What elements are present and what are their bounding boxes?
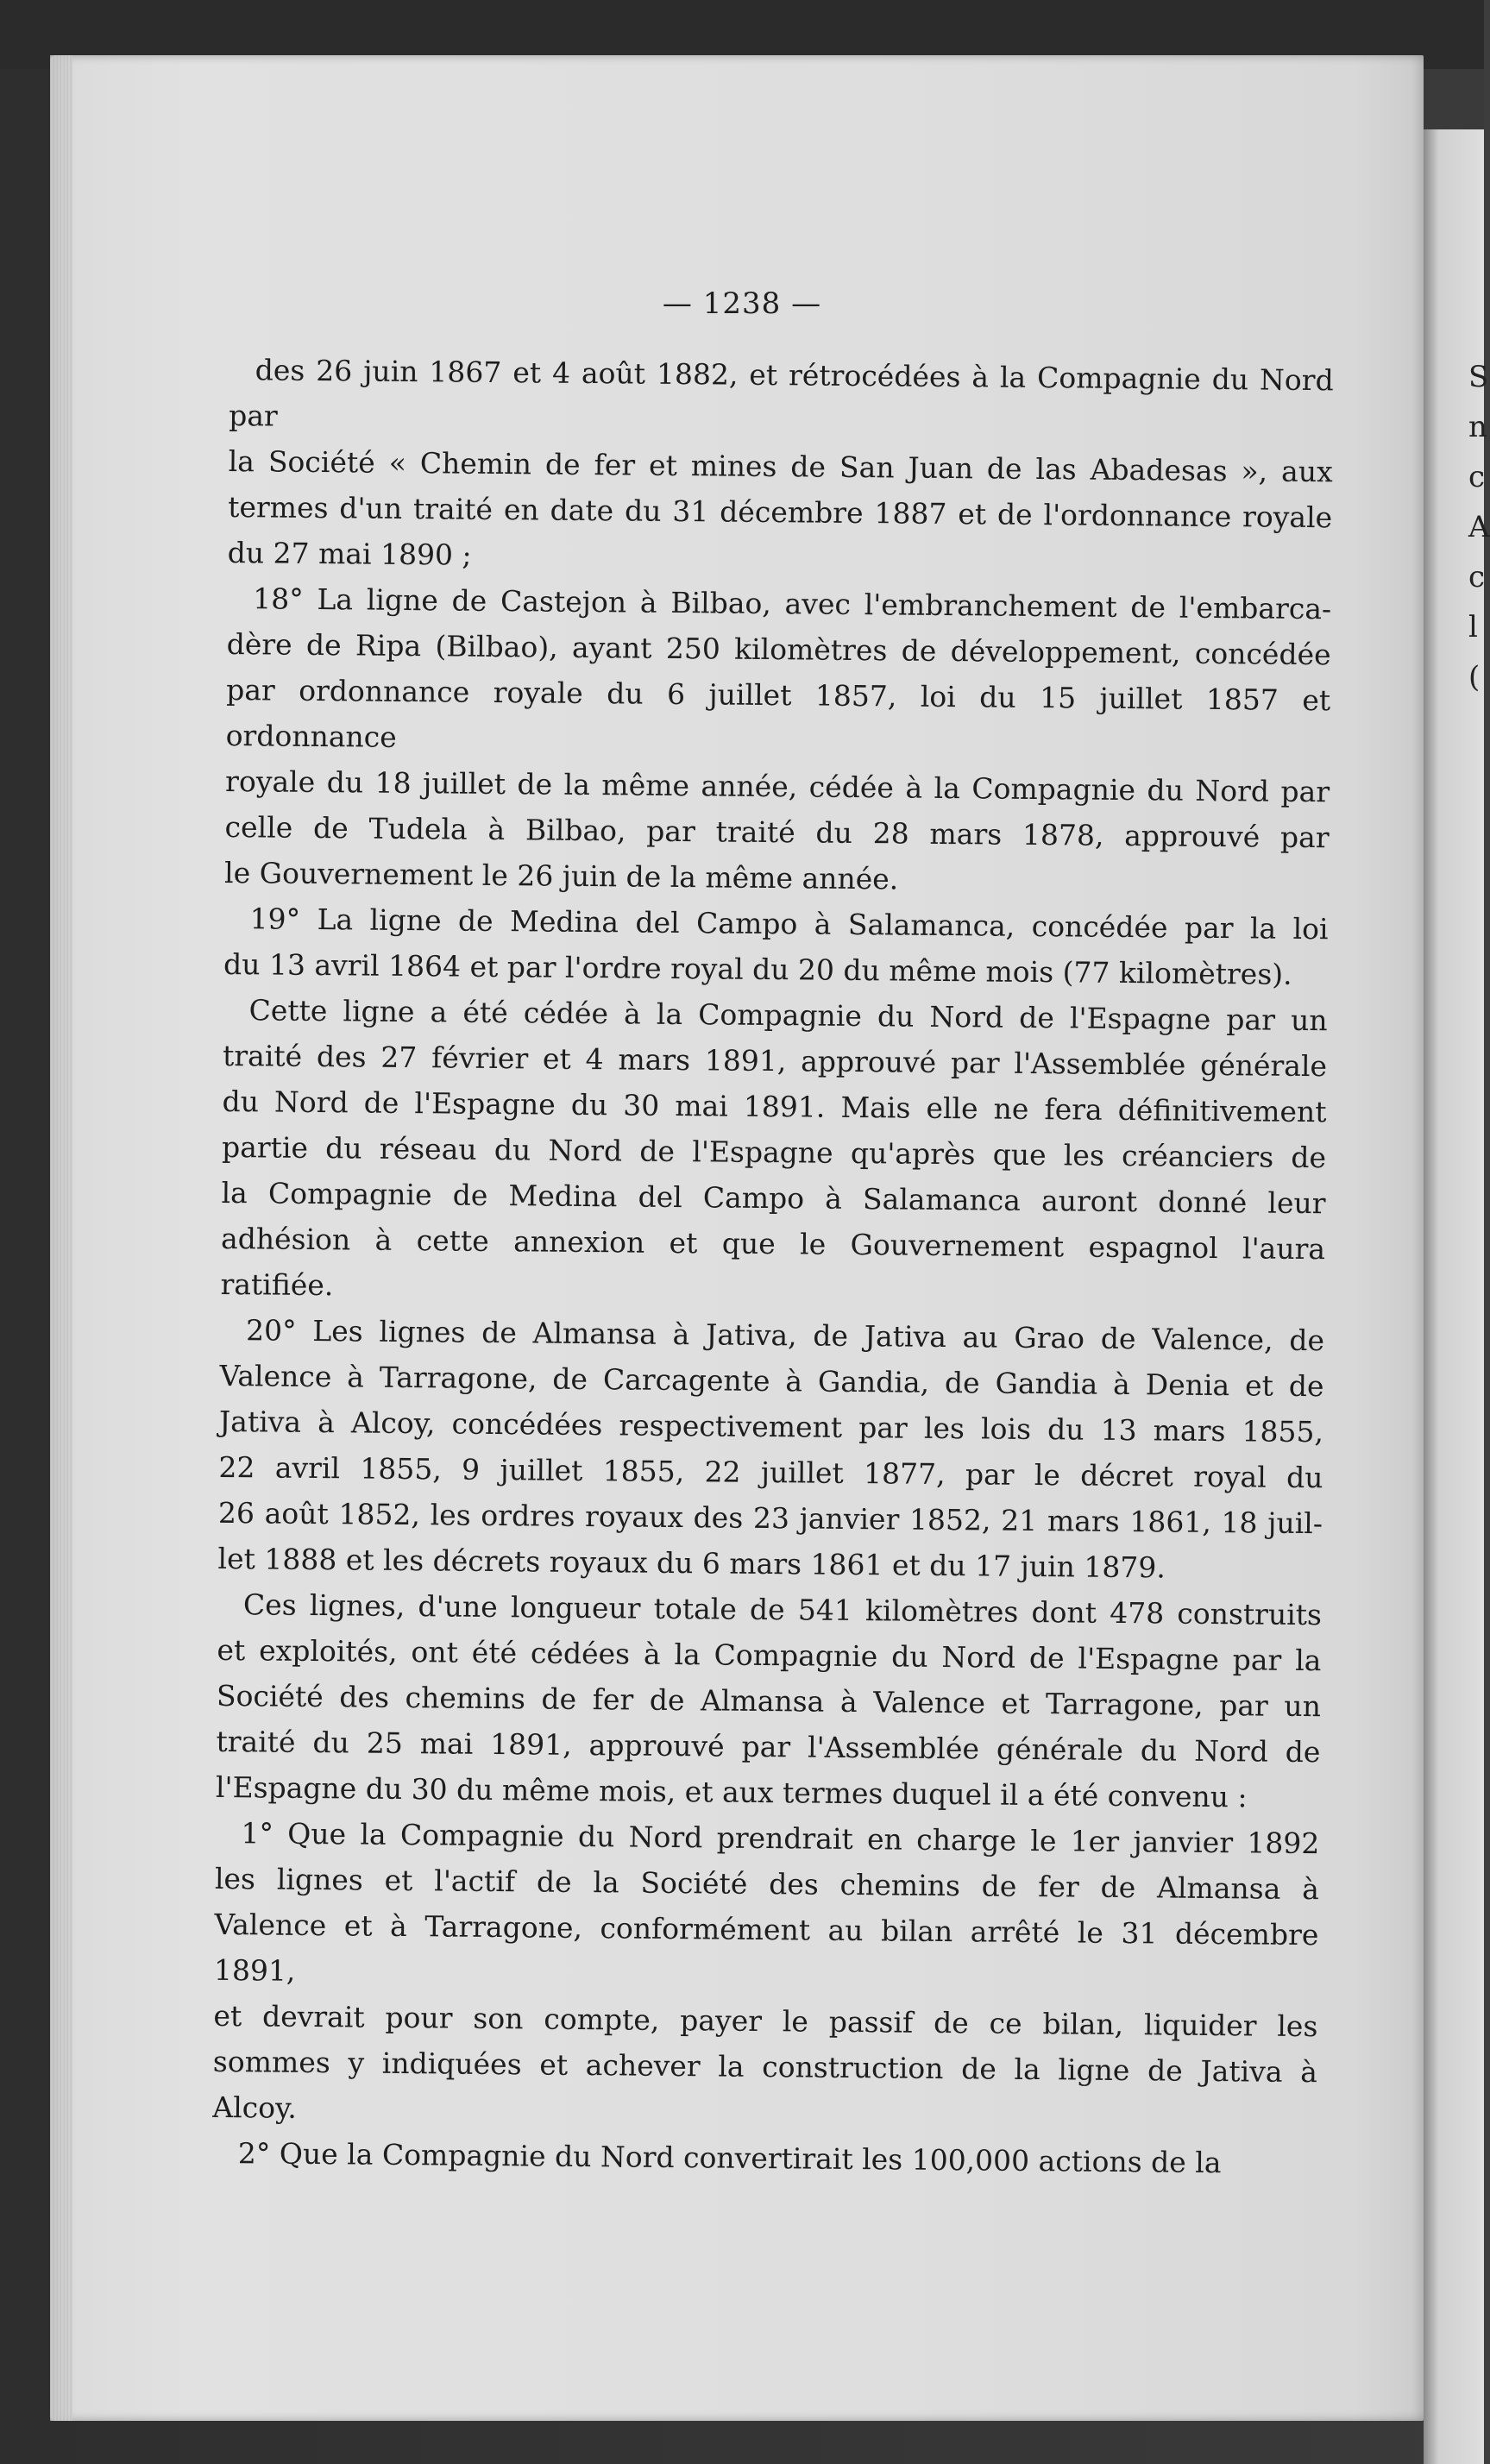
text-line: let 1888 et les décrets royaux du 6 mars 1861 et du 17 juin 1879. bbox=[217, 1541, 1166, 1585]
text-line: partie du réseau du Nord de l'Espagne qu'après que les créanciers de bbox=[221, 1129, 1327, 1175]
text-line: 26 août 1852, les ordres royaux des 23 janvier 1852, 21 mars 1861, 18 juil- bbox=[217, 1495, 1323, 1541]
page-stack-edges bbox=[50, 55, 72, 2421]
adjacent-page-letter: l bbox=[1468, 610, 1478, 644]
text-line: 1° Que la Compagnie du Nord prendrait en charge le 1er janvier 1892 bbox=[241, 1816, 1320, 1861]
adjacent-page-letter: S bbox=[1468, 360, 1489, 394]
text-line: par ordonnance royale du 6 juillet 1857, loi du 15 juillet 1857 et ordonnance bbox=[225, 672, 1331, 754]
text-line: Cette ligne a été cédée à la Compagnie du Nord de l'Espagne par un bbox=[248, 993, 1328, 1038]
adjacent-page-letter: ( bbox=[1468, 660, 1481, 695]
text-line: la Compagnie de Medina del Campo à Salamanca auront donné leur bbox=[221, 1175, 1326, 1221]
text-line: 20° Les lignes de Almansa à Jativa, de Jativa au Grao de Valence, de bbox=[245, 1313, 1325, 1358]
text-line: Valence et à Tarragone, conformément au bilan arrêté le 31 décembre 1891, bbox=[213, 1907, 1319, 1988]
text-line: l'Espagne du 30 du même mois, et aux termes duquel il a été convenu : bbox=[215, 1769, 1248, 1814]
text-line: traité des 27 février et 4 mars 1891, approuvé par l'Assemblée générale bbox=[222, 1038, 1328, 1084]
text-line: Ces lignes, d'une longueur totale de 541 kilomètres dont 478 construits bbox=[242, 1587, 1323, 1632]
text-line: Alcoy. bbox=[212, 2090, 298, 2125]
text-line: 19° La ligne de Medina del Campo à Salamanca, concédée par la loi bbox=[249, 902, 1329, 946]
text-line: Jativa à Alcoy, concédées respectivement par les lois du 13 mars 1855, bbox=[218, 1404, 1324, 1449]
text-line: et exploités, ont été cédées à la Compagnie du Nord de l'Espagne par la bbox=[217, 1632, 1322, 1678]
text-line: sommes y indiquées et achever la construction de la ligne de Jativa à bbox=[212, 2044, 1318, 2090]
body-text bbox=[212, 347, 1334, 2186]
text-line: 18° La ligne de Castejon à Bilbao, avec l'embranchement de l'embarca- bbox=[253, 581, 1332, 626]
text-line: du 27 mai 1890 ; bbox=[227, 535, 472, 572]
text-line: traité du 25 mai 1891, approuvé par l'Assemblée générale du Nord de bbox=[216, 1724, 1321, 1769]
text-line: Valence à Tarragone, de Carcagente à Gandia, de Gandia à Denia et de bbox=[219, 1358, 1324, 1404]
text-line: adhésion à cette annexion et que le Gouvernement espagnol l'aura bbox=[220, 1221, 1326, 1267]
adjacent-page-letter: c bbox=[1468, 460, 1486, 494]
text-line: 22 avril 1855, 9 juillet 1855, 22 juillet 1877, par le décret royal du bbox=[218, 1449, 1323, 1495]
text-line: termes d'un traité en date du 31 décembre 1887 et de l'ordonnance royale bbox=[228, 489, 1333, 535]
text-line: et devrait pour son compte, payer le passif de ce bilan, liquider les bbox=[213, 1998, 1318, 2044]
text-line: du 13 avril 1864 et par l'ordre royal du 20 du même mois (77 kilomètres). bbox=[223, 946, 1292, 991]
adjacent-page-letter: c bbox=[1468, 560, 1486, 594]
adjacent-page-fragment bbox=[1424, 129, 1490, 2464]
text-line: celle de Tudela à Bilbao, par traité du 28 mars 1878, approuvé par bbox=[224, 809, 1330, 855]
text-line: ratifiée. bbox=[220, 1267, 334, 1303]
text-line: du Nord de l'Espagne du 30 mai 1891. Mais elle ne fera définitivement bbox=[222, 1084, 1327, 1129]
text-line: royale du 18 juillet de la même année, cédée à la Compagnie du Nord par bbox=[224, 764, 1330, 809]
text-line: Société des chemins de fer de Almansa à Valence et Tarragone, par un bbox=[216, 1678, 1322, 1724]
adjacent-page-letter: n bbox=[1468, 410, 1487, 444]
page-number-header: — 1238 — bbox=[662, 286, 822, 321]
text-line: le Gouvernement le 26 juin de la même année. bbox=[223, 855, 899, 896]
text-line: les lignes et l'actif de la Société des chemins de fer de Almansa à bbox=[214, 1861, 1320, 1907]
adjacent-page-letter: A bbox=[1468, 510, 1490, 544]
text-line: dère de Ripa (Bilbao), ayant 250 kilomètres de développement, concédée bbox=[226, 626, 1331, 672]
text-line: 2° Que la Compagnie du Nord convertirait les 100,000 actions de la bbox=[237, 2136, 1222, 2180]
text-line: la Société « Chemin de fer et mines de San Juan de las Abadesas », aux bbox=[228, 443, 1333, 489]
text-line: des 26 juin 1867 et 4 août 1882, et rétrocédées à la Compagnie du Nord par bbox=[229, 353, 1334, 433]
